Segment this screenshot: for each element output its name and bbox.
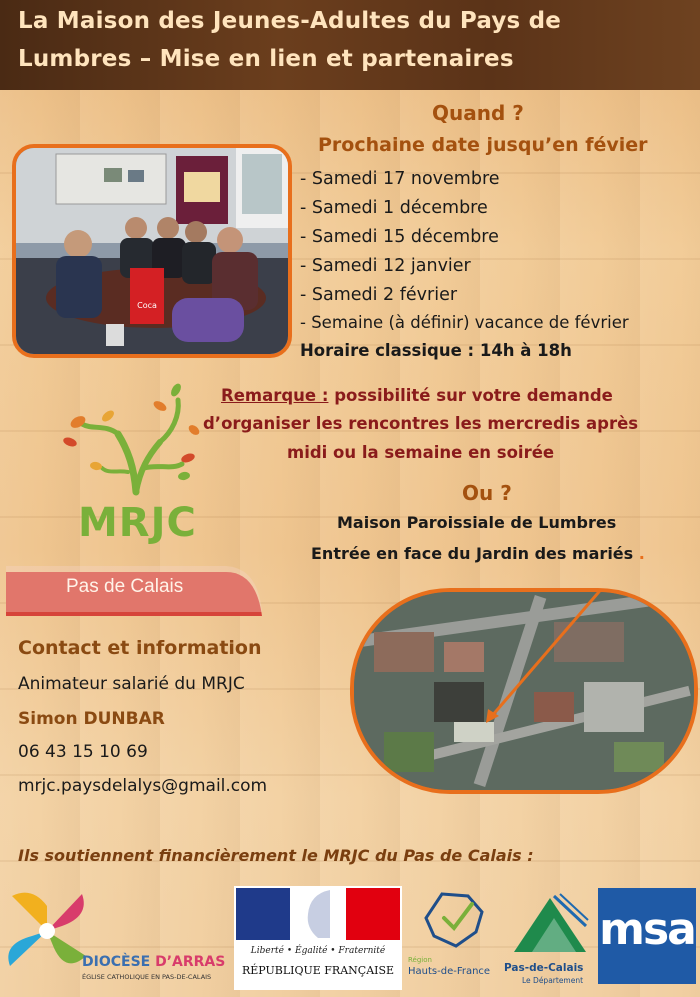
page-title-line-1: La Maison des Jeunes-Adultes du Pays de [18, 8, 562, 34]
diocese-emblem-icon [2, 886, 92, 976]
region-small-label: Région [408, 956, 432, 964]
date-item: - Samedi 2 février [300, 285, 458, 305]
departement-mountain-icon [510, 892, 590, 956]
remark-line-3: midi ou la semaine en soirée [287, 443, 555, 462]
flag-blue [236, 888, 290, 940]
hauts-de-france-logo [404, 886, 504, 990]
contact-email: mrjc.paysdelalys@gmail.com [18, 776, 268, 796]
contact-name: Simon DUNBAR [18, 709, 165, 729]
msa-logo [598, 888, 696, 984]
location-map [350, 588, 698, 794]
where-heading: Ou ? [462, 481, 512, 505]
departement-subtitle: Le Département [522, 976, 584, 985]
page-title-line-2: Lumbres – Mise en lien et partenaires [18, 46, 514, 72]
date-item: - Samedi 17 novembre [300, 169, 500, 189]
when-subheading: Prochaine date jusqu’en févier [318, 134, 648, 156]
when-heading: Quand ? [432, 101, 524, 125]
date-item: - Samedi 1 décembre [300, 198, 488, 218]
where-dot: . [638, 544, 645, 563]
republique-name: RÉPUBLIQUE FRANÇAISE [241, 964, 395, 977]
date-item: - Samedi 12 janvier [300, 256, 471, 276]
diocese-name-b: D’ARRAS [155, 954, 226, 970]
republique-motto: Liberté • Égalité • Fraternité [250, 946, 386, 956]
where-line-2-text: Entrée en face du Jardin des mariés [311, 544, 634, 563]
pas-de-calais-departement-logo [504, 890, 596, 990]
msa-wordmark: msa [599, 904, 695, 955]
group-photo-illustration [16, 148, 288, 354]
region-name: Hauts-de-France [408, 966, 491, 977]
sponsors-heading: Ils soutiennent financièrement le MRJC du Pas de Calais : [18, 846, 534, 865]
republique-francaise-logo [234, 886, 402, 990]
header-banner [0, 0, 700, 90]
remark-line-1 [221, 386, 613, 405]
aerial-map-illustration [354, 592, 694, 790]
diocese-name-a: DIOCÈSE [82, 954, 156, 970]
flag-red [346, 888, 400, 940]
france-map-icon [420, 890, 490, 950]
pas-de-calais-banner [6, 566, 262, 616]
mrjc-wordmark: MRJC [78, 500, 197, 546]
diocese-logo [0, 884, 232, 994]
group-photo [12, 144, 292, 358]
banner-label: Pas de Calais [66, 576, 184, 597]
hours-text: Horaire classique : 14h à 18h [300, 341, 572, 360]
contact-heading: Contact et information [18, 637, 262, 659]
remark-line-2: d’organiser les rencontres les mercredis après [203, 414, 639, 433]
marianne-profile-icon [290, 888, 346, 940]
diocese-name [82, 954, 225, 970]
flag-white [290, 888, 346, 940]
remark-text-1: possibilité sur votre demande [328, 386, 613, 405]
contact-role: Animateur salarié du MRJC [18, 674, 245, 694]
where-line-1: Maison Paroissiale de Lumbres [337, 513, 617, 532]
departement-name: Pas-de-Calais [504, 962, 584, 974]
date-item: - Semaine (à définir) vacance de février [300, 313, 629, 332]
remark-label: Remarque : [221, 386, 329, 405]
date-item: - Samedi 15 décembre [300, 227, 499, 247]
contact-phone: 06 43 15 10 69 [18, 742, 148, 762]
svg-text:Coca: Coca [137, 301, 157, 310]
where-line-2 [311, 544, 645, 563]
mrjc-logo [48, 372, 228, 557]
diocese-subtitle: ÉGLISE CATHOLIQUE EN PAS-DE-CALAIS [82, 973, 212, 981]
